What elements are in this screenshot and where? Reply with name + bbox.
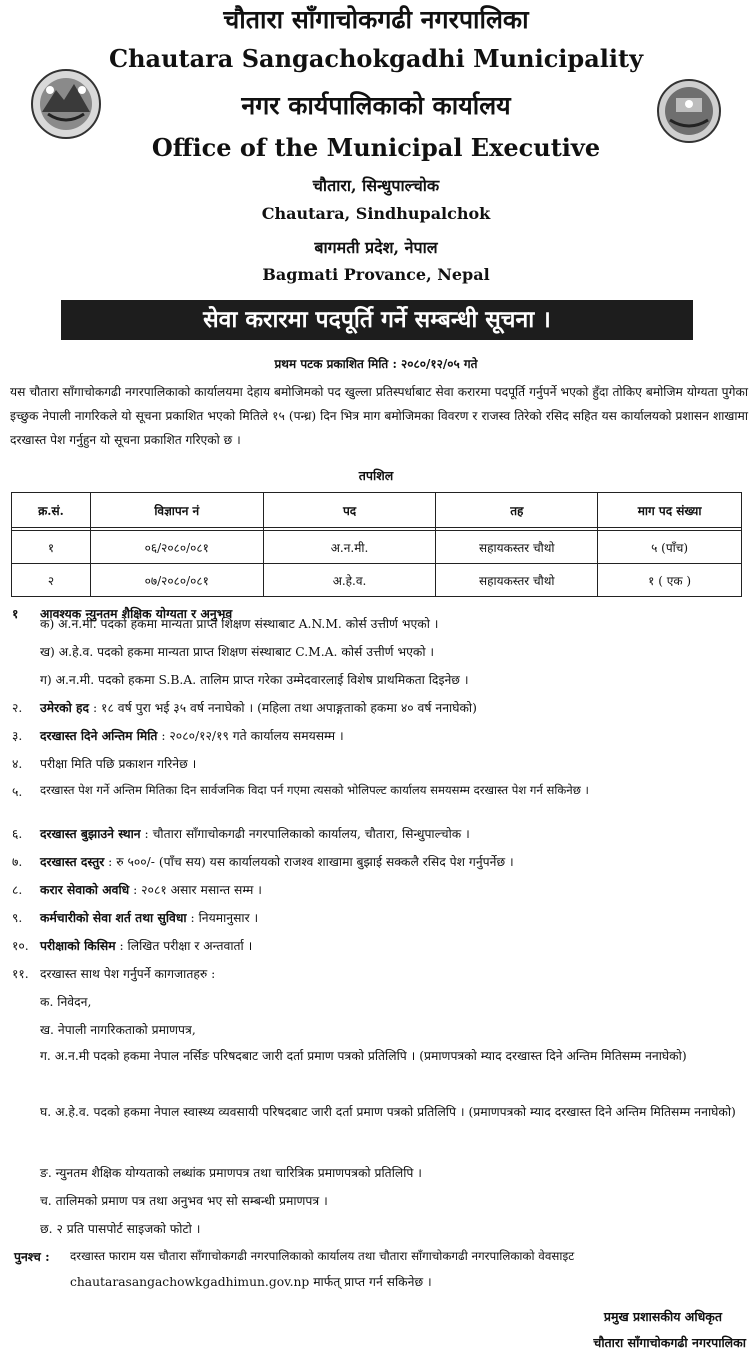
vacancy-table [11,492,742,597]
table-row [12,531,742,564]
item-number: ५. [12,785,23,799]
document-text: क. निवेदन, [40,995,92,1009]
sub-item-text: ख) अ.हे.व. पदको हकमा मान्यता प्राप्त शिक्षण संस्थाबाट C.M.A. कोर्स उत्तीर्ण भएको । [40,645,435,659]
item-text: दरखास्त साथ पेश गर्नुपर्ने कागजातहरु : [40,967,216,981]
signatory-organization: चौतारा साँगाचोकगढी नगरपालिका [593,1335,746,1350]
table-cell: ०७/२०८०/०८१ [90,564,263,597]
item-text [40,853,514,870]
item-number: ११. [12,967,29,981]
item-value: : नियमानुसार । [186,911,259,925]
item-title: आवश्यक न्युनतम शैक्षिक योग्यता र अनुभव [40,606,233,621]
item-text [40,909,258,926]
document-text: ग. अ.न.मी पदको हकमा नेपाल नर्सिङ परिषदबाट जारी दर्ता प्रमाण पत्रको प्रतिलिपि । (प्रमाणपत्रको म्याद दरखास्त दिने अन्तिम मितिसम्म ननाघेको) [40,1049,687,1063]
item-label: दरखास्त दस्तुर [40,854,105,869]
notice-title-banner: सेवा करारमा पदपूर्ति गर्ने सम्बन्धी सूचना । [61,300,693,340]
item-number: ६. [12,827,23,841]
col-header-serial: क्र.सं. [12,493,91,528]
postscript-text: दरखास्त फाराम यस चौतारा साँगाचोकगढी नगरपालिकाको कार्यालय तथा चौतारा साँगाचोकगढी नगरपालिकाको वेवसाइट [70,1249,575,1263]
item-value: : रु ५००/- (पाँच सय) यस कार्यालयको राजश्व शाखामा बुझाई सक्कलै रसिद पेश गर्नुपर्नेछ । [104,855,514,869]
item-text [40,937,252,954]
item-text [40,727,344,744]
item-value: : २०८०/१२/१९ गते कार्यालय समयसम्म । [157,729,344,743]
item-label: कर्मचारीको सेवा शर्त तथा सुविधा [40,910,187,925]
item-label: उमेरको हद [40,700,90,715]
publication-date: प्रथम पटक प्रकाशित मिति : २०८०/१२/०५ गते [274,357,478,371]
item-text: परीक्षा मिति पछि प्रकाशन गरिनेछ । [40,757,197,771]
province-nepali: बागमती प्रदेश, नेपाल [314,238,438,257]
item-number: १०. [12,939,29,953]
table-cell: सहायकस्तर चौथो [436,564,598,597]
item-number: १ [12,606,19,621]
item-text [40,699,477,716]
item-value: : १८ वर्ष पुरा भई ३५ वर्ष ननाघेको । (महिला तथा अपाङ्गताको हकमा ४० वर्ष ननाघेको) [89,701,477,715]
item-number: ३. [12,729,23,743]
document-text: छ. २ प्रति पासपोर्ट साइजको फोटो । [40,1222,201,1236]
table-cell: अ.हे.व. [263,564,436,597]
document-text: च. तालिमको प्रमाण पत्र तथा अनुभव भए सो सम्बन्धी प्रमाणपत्र । [40,1194,328,1208]
sub-item-text: क) अ.न.मी. पदको हकमा मान्यता प्राप्त शिक्षण संस्थाबाट A.N.M. कोर्स उत्तीर्ण भएको । [40,617,439,631]
table-cell: ५ (पाँच) [598,531,742,564]
item-label: दरखास्त दिने अन्तिम मिति [40,728,158,743]
municipality-name-english: Chautara Sangachokgadhi Municipality [108,44,644,73]
item-number: ४. [12,757,23,771]
item-value: : चौतारा साँगाचोकगढी नगरपालिकाको कार्यालय, चौतारा, सिन्धुपाल्चोक । [140,827,470,841]
item-number: ८. [12,883,23,897]
col-header-advertisement-no: विज्ञापन नं [90,493,263,528]
item-label: परीक्षाको किसिम [40,938,116,953]
place-nepali: चौतारा, सिन्धुपाल्चोक [312,176,440,195]
item-text [40,881,262,898]
item-number: ७. [12,855,23,869]
place-english: Chautara, Sindhupalchok [261,204,491,223]
signatory-title: प्रमुख प्रशासकीय अधिकृत [603,1309,722,1324]
province-english: Bagmati Provance, Nepal [262,265,490,284]
item-label: दरखास्त बुझाउने स्थान [40,826,141,841]
sub-item-text: ग) अ.न.मी. पदको हकमा S.B.A. तालिम प्राप्त गरेका उम्मेदवारलाई विशेष प्राथमिकता दिइनेछ । [40,673,469,687]
municipality-name-nepali: चौतारा साँगाचोकगढी नगरपालिका [223,5,529,34]
office-name-nepali: नगर कार्यपालिकाको कार्यालय [241,91,511,120]
table-row [12,564,742,597]
postscript-label: पुनश्च : [14,1249,50,1264]
intro-paragraph: यस चौतारा साँगाचोकगढी नगरपालिकाको कार्यालयमा देहाय बमोजिमको पद खुल्ला प्रतिस्पर्धाबाट सेवा करारमा पदपूर्ति गर्नुपर्ने भएको हुँदा तोकिए बमोजिम योग्यता पुगेका इच्छुक नेपाली नागरिकले यो सूचना प्रकाशित भएको मितिले १५ (पन्ध्र) दिन भित्र माग बमोजिमका विवरण र राजस्व तिरेको रसिद सहित यस कार्यालयको प्रशासन शाखामा दरखास्त पेश गर्नुहुन यो सूचना प्रकाशित गरिएको छ । [10,385,748,447]
table-cell: १ ( एक ) [598,564,742,597]
details-heading: तपशिल [358,468,394,483]
item-value: : लिखित परीक्षा र अन्तवार्ता । [115,939,253,953]
letterhead [0,0,752,295]
office-name-english: Office of the Municipal Executive [151,133,601,162]
item-value: : २०८१ असार मसान्त सम्म । [129,883,262,897]
table-cell: अ.न.मी. [263,531,436,564]
table-header-row [12,493,742,528]
document-text: घ. अ.हे.व. पदको हकमा नेपाल स्वास्थ्य व्यवसायी परिषदबाट जारी दर्ता प्रमाण पत्रको प्रतिलिपि । (प्रमाणपत्रको म्याद दरखास्त दिने अन्तिम मितिसम्म ननाघेको) [40,1105,736,1119]
table-cell: १ [12,531,91,564]
item-label: करार सेवाको अवधि [40,882,130,897]
col-header-level: तह [436,493,598,528]
website-link-text: chautarasangachowkgadhimun.gov.np मार्फत् प्राप्त गर्न सकिनेछ । [70,1275,432,1289]
item-number: २. [12,701,23,715]
table-cell: ०६/२०८०/०८१ [90,531,263,564]
item-text [40,825,470,842]
col-header-demand-count: माग पद संख्या [598,493,742,528]
col-header-post: पद [263,493,436,528]
document-text: ङ. न्युनतम शैक्षिक योग्यताको लब्धांक प्रमाणपत्र तथा चारित्रिक प्रमाणपत्रको प्रतिलिपि । [40,1166,422,1180]
item-number: ९. [12,911,23,925]
table-cell: २ [12,564,91,597]
document-text: ख. नेपाली नागरिकताको प्रमाणपत्र, [40,1023,196,1037]
item-text: दरखास्त पेश गर्ने अन्तिम मितिका दिन सार्वजनिक विदा पर्न गएमा त्यसको भोलिपल्ट कार्यालय समयसम्म दरखास्त पेश गर्न सकिनेछ । [40,783,589,797]
table-cell: सहायकस्तर चौथो [436,531,598,564]
